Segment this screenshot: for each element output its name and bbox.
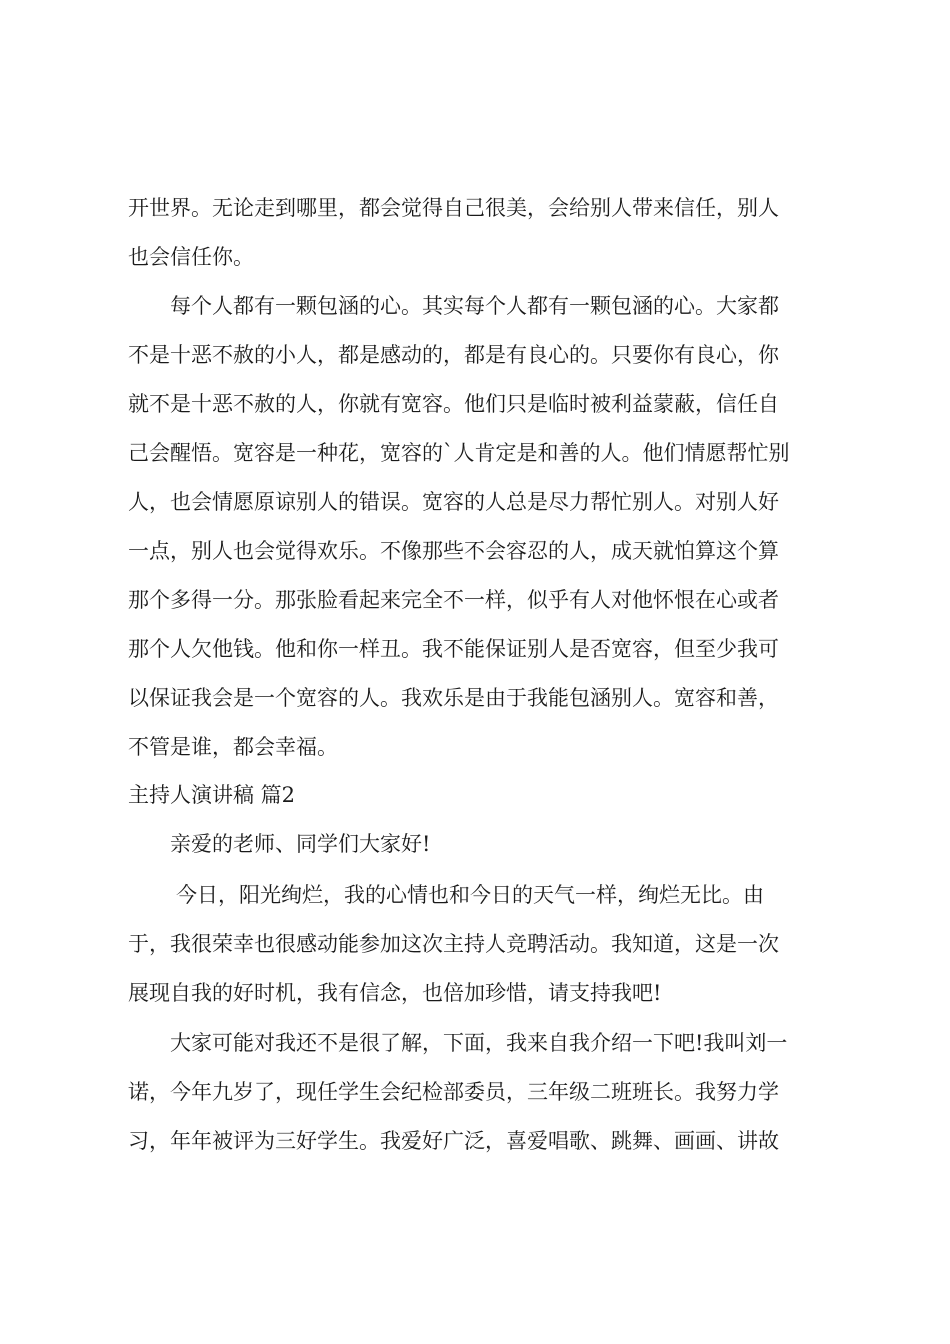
text-line: 己会醒悟。宽容是一种花，宽容的`人肯定是和善的人。他们情愿帮忙别 <box>128 441 790 465</box>
text-line: 于，我很荣幸也很感动能参加这次主持人竞聘活动。我知道，这是一次 <box>128 932 779 956</box>
section-heading: 主持人演讲稿 篇2 <box>128 783 296 807</box>
text-line: 那个多得一分。那张脸看起来完全不一样，似乎有人对他怀恨在心或者 <box>128 588 779 612</box>
text-line: 人，也会情愿原谅别人的错误。宽容的人总是尽力帮忙别人。对别人好 <box>128 490 779 514</box>
text-line: 一点，别人也会觉得欢乐。不像那些不会容忍的人，成天就怕算这个算 <box>128 539 779 563</box>
paragraph-first-line: 每个人都有一颗包涵的心。其实每个人都有一颗包涵的心。大家都 <box>170 294 779 318</box>
text-line: 那个人欠他钱。他和你一样丑。我不能保证别人是否宽容，但至少我可 <box>128 637 779 661</box>
text-line: 也会信任你。 <box>128 245 254 269</box>
text-line: 习，年年被评为三好学生。我爱好广泛，喜爱唱歌、跳舞、画画、讲故 <box>128 1129 779 1153</box>
text-line: 展现自我的好时机，我有信念，也倍加珍惜，请支持我吧! <box>128 981 662 1005</box>
text-line: 就不是十恶不赦的人，你就有宽容。他们只是临时被利益蒙蔽，信任自 <box>128 392 779 416</box>
greeting-line: 亲爱的老师、同学们大家好! <box>170 832 431 856</box>
text-line: 不是十恶不赦的小人，都是感动的，都是有良心的。只要你有良心，你 <box>128 343 779 367</box>
paragraph-first-line: 今日，阳光绚烂，我的心情也和今日的天气一样，绚烂无比。由 <box>176 883 764 907</box>
text-line: 开世界。无论走到哪里，都会觉得自己很美，会给别人带来信任，别人 <box>128 196 779 220</box>
text-line: 诺，今年九岁了，现任学生会纪检部委员，三年级二班班长。我努力学 <box>128 1080 779 1104</box>
text-line: 以保证我会是一个宽容的人。我欢乐是由于我能包涵别人。宽容和善， <box>128 686 779 710</box>
paragraph-first-line: 大家可能对我还不是很了解，下面，我来自我介绍一下吧!我叫刘一 <box>170 1031 788 1055</box>
text-line: 不管是谁，都会幸福。 <box>128 735 338 759</box>
